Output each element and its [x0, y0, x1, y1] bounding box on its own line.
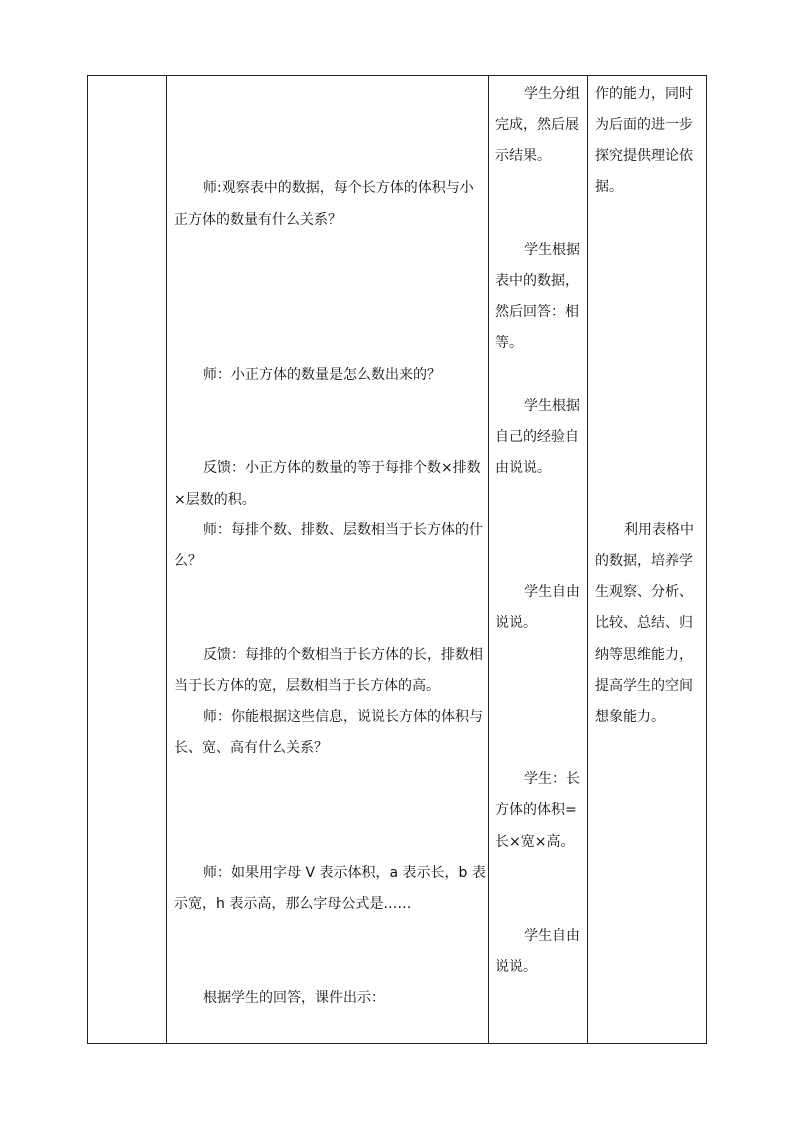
- teacher-line: 当于长方体的宽，层数相当于长方体的高。: [174, 678, 440, 694]
- teacher-line: 么？: [174, 553, 202, 569]
- intent-line: 生观察、分析、: [595, 584, 693, 600]
- student-line: 长×宽×高。: [495, 834, 575, 850]
- table-border-top: [87, 75, 707, 76]
- student-line: 学生根据: [524, 398, 580, 414]
- student-line: 等。: [495, 335, 523, 351]
- student-line: 说说。: [495, 959, 537, 975]
- intent-line: 比较、总结、归: [595, 615, 693, 631]
- student-line: 学生：长: [524, 771, 580, 787]
- teacher-line: 反馈：小正方体的数量的等于每排个数×排数: [203, 460, 481, 476]
- student-line: 表中的数据，: [495, 273, 579, 289]
- table-border-left: [87, 75, 88, 1044]
- student-line: 完成，然后展: [495, 117, 579, 133]
- student-line: 学生自由: [524, 584, 580, 600]
- intent-line: 想象能力。: [595, 709, 665, 725]
- teacher-line: 正方体的数量有什么关系？: [174, 212, 342, 228]
- teacher-line: 师：每排个数、排数、层数相当于长方体的什: [203, 522, 483, 538]
- teacher-line: 师：如果用字母 V 表示体积，a 表示长，b 表: [203, 865, 486, 881]
- teacher-line: 根据学生的回答，课件出示：: [203, 990, 385, 1006]
- intent-line: 为后面的进一步: [595, 117, 693, 133]
- student-line: 由说说。: [495, 460, 551, 476]
- teacher-line: 师：小正方体的数量是怎么数出来的？: [203, 367, 441, 383]
- intent-line: 据。: [595, 179, 623, 195]
- intent-line: 的数据，培养学: [595, 553, 693, 569]
- intent-line: 探究提供理论依: [595, 148, 693, 164]
- teacher-line: ×层数的积。: [174, 492, 256, 508]
- teacher-line: 反馈：每排的个数相当于长方体的长，排数相: [203, 647, 483, 663]
- intent-line: 利用表格中: [624, 522, 694, 538]
- teacher-line: 师：你能根据这些信息，说说长方体的体积与: [203, 709, 483, 725]
- table-divider-2: [488, 75, 489, 1044]
- table-border-right: [706, 75, 707, 1044]
- student-line: 示结果。: [495, 148, 551, 164]
- student-line: 学生自由: [524, 928, 580, 944]
- teacher-line: 师:观察表中的数据，每个长方体的体积与小: [203, 180, 474, 196]
- table-border-bottom: [87, 1043, 707, 1044]
- student-line: 学生根据: [524, 242, 580, 258]
- student-line: 说说。: [495, 615, 537, 631]
- student-line: 然后回答：相: [495, 304, 579, 320]
- table-divider-3: [587, 75, 588, 1044]
- intent-line: 提高学生的空间: [595, 678, 693, 694]
- teacher-line: 示宽，h 表示高，那么字母公式是……: [174, 896, 412, 912]
- intent-line: 纳等思维能力，: [595, 647, 693, 663]
- student-line: 自己的经验自: [495, 429, 579, 445]
- intent-line: 作的能力，同时: [595, 86, 693, 102]
- student-line: 学生分组: [524, 86, 580, 102]
- student-line: 方体的体积=: [495, 802, 577, 818]
- table-divider-1: [166, 75, 167, 1044]
- teacher-line: 长、宽、高有什么关系？: [174, 740, 328, 756]
